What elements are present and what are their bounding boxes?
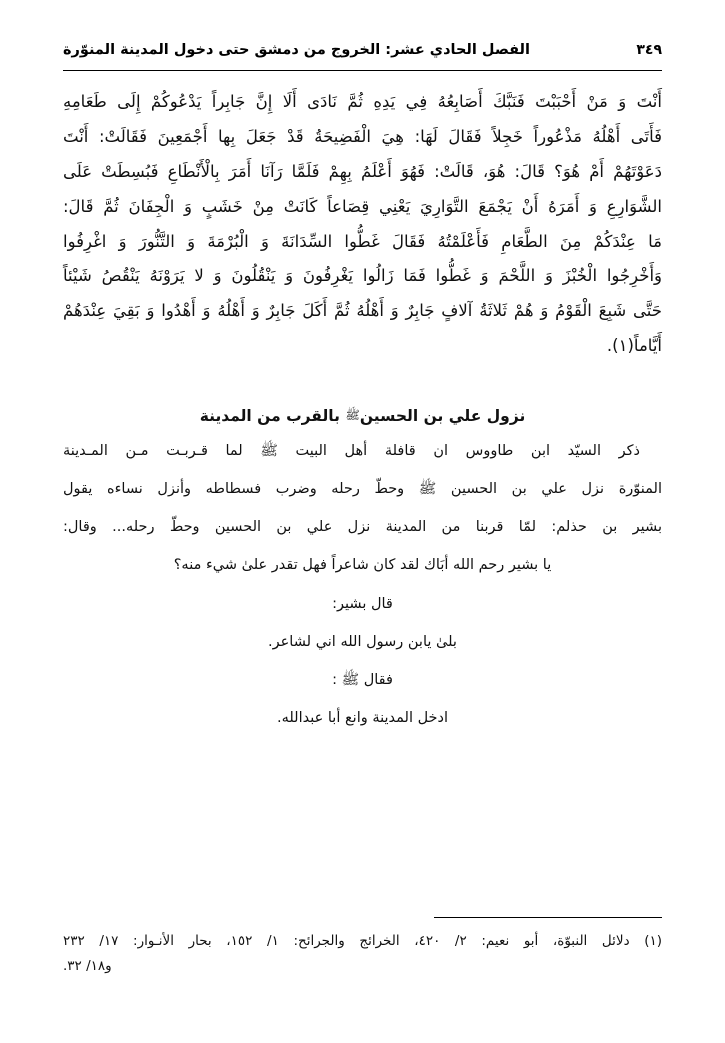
quote-line: وَأَخْرِجُوا الْخُبْزَ وَ اللَّحْمَ وَ غَطُّوا فَمَا زَالُوا يَغْرِفُونَ وَ يَنْقُلُونَ وَ لا يَرَوْنَهُ يَنْقُصُ شَيْئاً (63, 266, 662, 286)
header-divider (63, 70, 662, 71)
prose-line: بشير بن حذلم: لمّا قربنا من المدينة نزل علي بن الحسين وحطّ رحله... وقال: (63, 519, 662, 536)
page-number: ٣٤٩ (636, 42, 662, 58)
quote-line-final: أَيَّاماً(١). (606, 336, 662, 356)
salawat-icon: ﷺ (345, 407, 360, 422)
prose-block (63, 437, 662, 733)
prose-line: قال بشير: (332, 595, 393, 612)
prose-line: فقال ﷺ : (332, 672, 393, 689)
prose-line: ذكر السيّد ابن طاووس ان قافلة أهل البيت ﷺ لما قـربـت مـن المـدينة (63, 442, 640, 459)
footnote-text: (١) دلائل النبوّة، أبو نعيم: ٢/ ٤٢٠، الخرائج والجرائح: ١/ ١٥٢، بحار الأنـوار: ١٧/ ٢٣٢ (63, 933, 663, 950)
quote-line: مَا عِنْدَكُمْ مِنَ الطَّعَامِ فَأَعْلَمْتُهُ فَقَالَ غَطُّوا السِّدَانَةَ وَ الْبُرْمَةَ وَ التَّنُّورَ وَ اغْرِفُوا (63, 231, 662, 251)
page-header (63, 42, 662, 58)
prose-line: ادخل المدينة وانع أبا عبدالله. (276, 710, 449, 727)
section-heading (63, 407, 662, 425)
quote-line: أَنْتَ وَ مَنْ أَحْبَبْتَ فَنَبَّكَ أَصَابِعُهُ فِي يَدِهِ ثُمَّ نَادَى أَلَا إِنَّ جَابِراً يَدْعُوكُمْ إِلَى طَعَامِهِ (63, 92, 662, 111)
prose-line: يا بشير رحم الله أبَاك لقد كان شاعراً فهل تقدر علىٰ شيء منه؟ (173, 557, 552, 574)
footnote-divider (434, 917, 662, 918)
quote-line: الشَّوَارِعِ وَ أَمَرَهُ أَنْ يَجْمَعَ التَّوَارِيَ يَعْنِي قِصَاعاً كَانَتْ مِنْ خَشَبٍ وَ الْجِفَانَ ثُمَّ قَالَ: (63, 196, 662, 216)
footnote-text-tail (63, 954, 662, 979)
quote-line: فَأَتَى أَهْلُهُ مَذْعُوراً خَجِلاً فَقَالَ لَهَا: هِيَ الْفَضِيحَةُ قَدْ جَعَلَ بِها أَجْمَعِينَ فَقَالَتْ: أَنْتَ (63, 126, 662, 146)
page-content (63, 88, 662, 743)
footnote-tail: و١٨/ ٣٢. (63, 958, 112, 975)
section-heading-tail: بالقرب من المدينة (199, 406, 340, 425)
quote-line: دَعَوْتَهُمْ أَمْ هُوَ؟ قَالَ: هُوَ، قَالَتْ: فَهُوَ أَعْلَمُ بِهِمْ فَلَمَّا رَآنَا أَمَرَ بِالْأَنْطَاعِ فَبُسِطَتْ عَلَى (63, 161, 662, 181)
prose-line: بلىٰ يابن رسول الله اني لشاعر. (268, 633, 457, 650)
prose-line: المنوّرة نزل علي بن الحسين ﷺ وحطّ رحله وضرب فسطاطه وأنزل نساءه يقول (63, 480, 662, 497)
footnote-area (63, 917, 662, 979)
vocalized-quote-block (63, 88, 662, 361)
quote-line: حَتَّى شَبِعَ الْقَوْمُ وَ هُمْ ثَلاثَةُ آلافٍ جَابِرٌ وَ أَهْلُهُ ثُمَّ أَكَلَ جَابِرٌ وَ أَهْلُهُ وَ أَهْدُوا وَ بَقِيَ عِنْدَهُمْ (63, 301, 662, 321)
chapter-title: الفصل الحادي عشر: الخروج من دمشق حتى دخول المدينة المنوّرة (63, 42, 530, 58)
section-heading-main: نزول علي بن الحسين (359, 406, 526, 425)
